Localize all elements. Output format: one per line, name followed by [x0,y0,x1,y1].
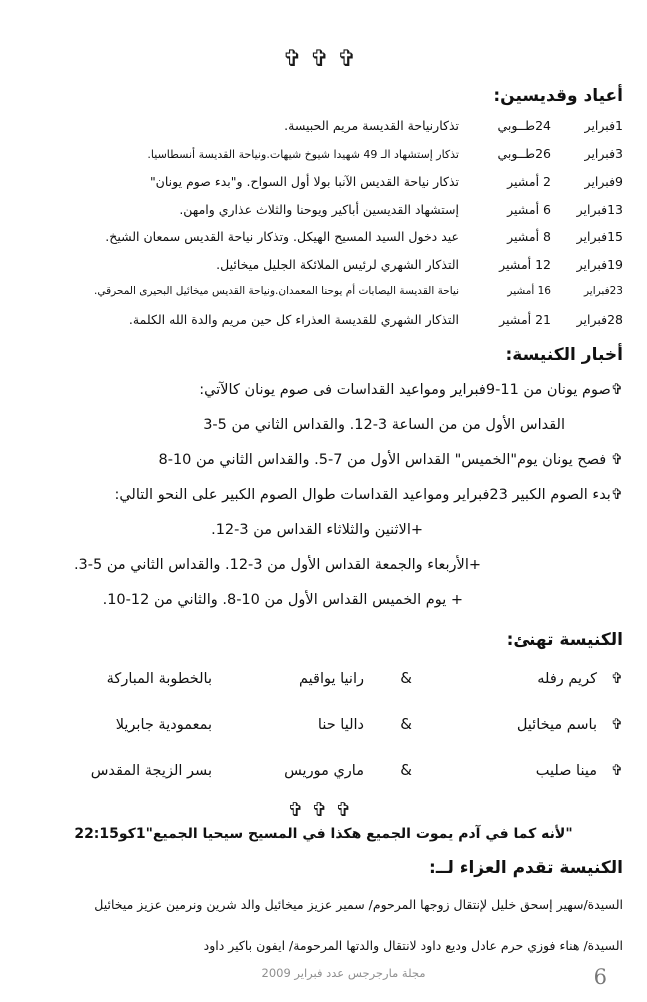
feast-description: إستشهاد القديسين أباكير ويوحنا والثلاث عذاري وامهن. [179,201,459,217]
news-line-wed-fri: +الأربعاء والجمعة القداس الأول من 3-12. والقداس الثاني من 5-3. [73,557,481,573]
feast-row [14,168,623,196]
ampersand: & [400,715,412,733]
crosses-top-decoration: ✞✞✞ [282,46,365,72]
occasion-label: بالخطوبة المباركة [106,671,212,687]
bride-name: ماري موريس [284,763,364,779]
congratulation-row [14,702,623,748]
news-line-thursday: + يوم الخميس القداس الأول من 10-8. والثاني من 12-10. [102,592,463,608]
news-line-mon-tue: +الاثنين والثلاثاء القداس من 3-12. [211,522,423,538]
feast-coptic-month: 12 أمشير [499,256,551,272]
congratulations-section [14,656,623,794]
congratulations-heading: الكنيسة تهنئ: [506,630,623,650]
feast-coptic-month: 16 أمشير [507,285,551,297]
feast-description: التذكار الشهري لرئيس الملائكة الجليل ميخائيل. [216,256,459,272]
feast-row [14,251,623,279]
feast-date: 28فبراير [576,311,623,327]
feast-description: عيد دخول السيد المسيح الهيكل. وتذكار نياحة القديس سمعان الشيخ. [105,229,459,244]
news-line-great-lent: ✞بدء الصوم الكبير 23فبراير ومواعيد القداسات طوال الصوم الكبير على النحو التالي: [114,487,623,503]
feast-coptic-month: 6 أمشير [507,201,551,217]
page-number: 6 [593,965,607,989]
feast-description: التذكار الشهري للقديسة العذراء كل حين مريم والدة الله الكلمة. [128,311,459,327]
bible-verse: "لأنه كما في آدم يموت الجميع هكذا في المسيح سيحيا الجميع"1كو22:15 [74,826,573,842]
congratulation-row [14,656,623,702]
feast-row [14,306,623,334]
church-news-section [14,373,623,618]
occasion-label: بسر الزيجة المقدس [90,763,212,779]
feast-description: تذكار إستشهاد الـ 49 شهيدا شيوخ شيهات.ونياحة القديسة أنسطاسيا. [147,147,459,161]
feast-coptic-month: 8 أمشير [507,229,551,244]
crosses-middle-decoration: ✞✞✞ [287,799,360,821]
news-line-jonah-pascha: ✞ فصح يونان يوم"الخميس" القداس الأول من 7-5. والقداس الثاني من 10-8 [158,452,623,468]
feast-coptic-month: 26طــوبي [497,145,551,161]
cross-icon: ✞ [610,671,623,687]
condolences-section [14,884,623,966]
feast-date: 9فبراير [584,174,623,189]
bride-name: رانيا يواقيم [299,671,364,687]
ampersand: & [400,669,412,687]
feast-coptic-month: 2 أمشير [507,174,551,189]
ampersand: & [400,761,412,779]
feast-description: نياحة القديسة اليصابات أم يوحنا المعمدان.ونياحة القديس ميخائيل البحيرى المحرقي. [94,285,459,297]
feast-date: 19فبراير [576,256,623,272]
cross-icon: ✞ [610,717,623,733]
feasts-heading: أعياد وقديسين: [493,86,623,106]
groom-name: مينا صليب [535,763,597,779]
feast-row [14,223,623,251]
feast-coptic-month: 24طــوبي [497,118,551,133]
news-line-jonah-fast: ✞صوم يونان من 11-9فبراير ومواعيد القداسات فى صوم يونان كالآتي: [199,382,623,398]
feast-description: تذكار نياحة القديس الآنبا بولا أول السواح. و"بدء صوم يونان" [149,174,459,189]
feasts-table [14,112,623,333]
feast-row [14,140,623,169]
mother-name: داليا حنا [317,717,364,733]
father-name: باسم ميخائيل [516,717,597,733]
feast-coptic-month: 21 أمشير [499,311,551,327]
journal-footer-line: مجلة مارجرجس عدد فبراير 2009 [261,966,426,980]
feast-description: تذكارنياحة القديسة مريم الحبيسة. [284,118,459,133]
feast-date: 13فبراير [576,201,623,217]
church-news-heading: أخبار الكنيسة: [505,345,623,365]
cross-icon: ✞ [610,763,623,779]
occasion-label: بمعمودية جابريلا [115,717,212,733]
condolence-line: السيدة/سهير إسحق خليل لإنتقال زوجها المرحوم/ سمير عزيز ميخائيل والد شرين ونرمين عزيز ميخائيل [94,897,623,912]
congratulation-row [14,748,623,794]
feast-date: 1فبراير [584,118,623,133]
news-line-jonah-masses: القداس الأول من من الساعة 3-12. والقداس الثاني من 5-3 [203,417,565,433]
feast-row [14,278,623,306]
groom-name: كريم رفله [537,671,597,687]
feast-row [14,112,623,140]
condolence-line: السيدة/ هناء فوزي حرم عادل وديع داود لانتقال والدتها المرحومة/ ايفون باكير داود [203,938,623,953]
feast-date: 15فبراير [576,229,623,244]
feast-date: 23فبراير [584,285,623,297]
condolences-heading: الكنيسة تقدم العزاء لــ: [429,858,623,878]
feast-row [14,196,623,224]
feast-date: 3فبراير [584,145,623,161]
